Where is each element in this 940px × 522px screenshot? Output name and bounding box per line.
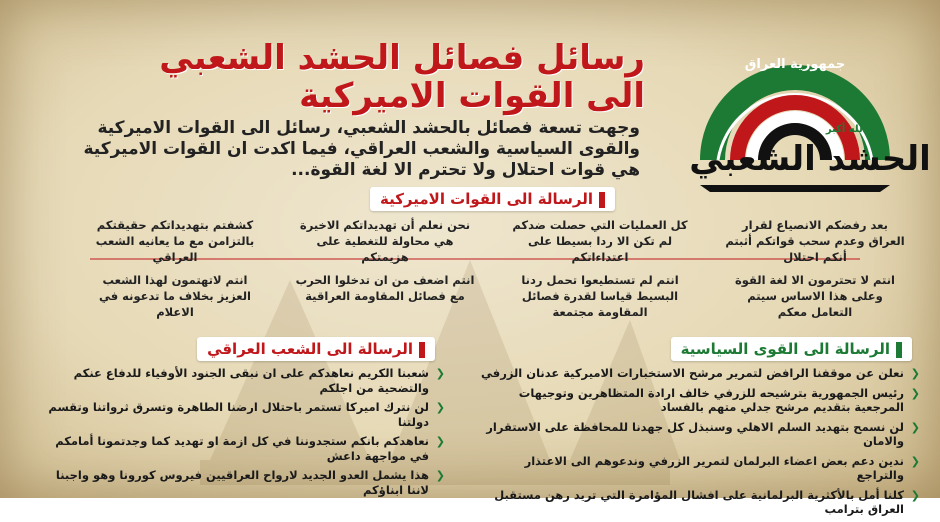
us-col-4-bottom: انتم لاتهتمون لهذا الشعب العزيز بخلاف ما تدعونه في الاعلام [98, 273, 251, 319]
chevron-left-icon: ❮ [435, 435, 445, 448]
intro-text: وجهت تسعة فصائل بالحشد الشعبي، رسائل الى القوات الاميركية والقوى السياسية والشعب العراقي، فيما اكدت ان القوات الاميركية هي قوات احتلال ولا تحترم الا لغة القوة... [83, 118, 640, 180]
list-item [45, 434, 445, 463]
list-item-text: هذا يشمل العدو الجديد لارواح العراقيين فيروس كورونا وهو واجبنا لاننا ابناؤكم [55, 468, 429, 497]
logo-top-text: جمهورية العراق [744, 57, 846, 72]
chevron-left-icon: ❮ [910, 420, 920, 434]
chevron-left-icon: ❮ [435, 469, 445, 482]
list-item-text: نعلن عن موقفنا الرافض لتمرير مرشح الاستخبارات الاميركية عدنان الزرفي [481, 366, 904, 380]
heading-marker [599, 192, 605, 208]
politics-list [480, 366, 920, 522]
us-heading-label: الرسالة الى القوات الاميركية [379, 190, 593, 208]
us-col-1-bottom: انتم لا تحترمون الا لغة القوة وعلى هذا الاساس سيتم التعامل معكم [735, 273, 895, 319]
logo-side-text: الله أكبر [825, 124, 867, 135]
people-section-heading [197, 337, 435, 361]
politics-section-heading [671, 337, 912, 361]
list-item [45, 366, 445, 395]
politics-heading-label: الرسالة الى القوى السياسية [680, 340, 890, 358]
us-col-1-top: بعد رفضكم الانصياع لقرار العراق وعدم سحب قواتكم أثبتم أنكم احتلال [725, 218, 905, 264]
chevron-left-icon: ❮ [910, 488, 920, 502]
us-col-3-top: نحن نعلم أن تهديداتكم الاخيرة هي محاولة للتغطية على هزيمتكم [299, 218, 471, 264]
list-item-text: ندين دعم بعض اعضاء البرلمان لتمرير الزرفي وندعوهم الى الاعتذار والتراجع [524, 453, 904, 482]
us-col-2-bottom: انتم لم تستطيعوا تحمل ردنا البسيط قياسا لقدرة فصائل المقاومة مجتمعة [521, 273, 679, 319]
chevron-left-icon: ❮ [435, 367, 445, 380]
list-item [480, 366, 920, 381]
list-item [480, 420, 920, 449]
list-item-text: لن نسمح بتهديد السلم الاهلي وسنبذل كل جهدنا للمحافظة على الاستقرار والامان [486, 419, 904, 448]
us-col-2-top: كل العمليات التي حصلت ضدكم لم تكن الا ردا بسيطا على اعتداءاتكم [512, 218, 688, 264]
title-line-2: الى القوات الاميركية [299, 76, 645, 116]
title-line-1: رسائل فصائل الحشد الشعبي [159, 38, 645, 78]
us-section-heading [370, 187, 615, 211]
list-item-text: كلنا أمل بالأكثرية البرلمانية على افشال المؤامرة التي تريد رهن مستقبل العراق بترامب [494, 487, 904, 516]
hashd-logo [660, 20, 931, 195]
list-item-text: شعبنا الكريم نعاهدكم على ان نبقى الجنود الأوفياء للدفاع عنكم والتضحية من اجلكم [73, 366, 429, 395]
list-item-text: لن نترك اميركا تستمر باحتلال ارضنا الطاهرة وتسرق ثرواتنا وتقسم دولتنا [48, 400, 429, 429]
list-item-text: نعاهدكم بانكم ستجدوننا في كل ازمة او تهديد كما وجدتمونا أمامكم في مواجهة داعش [55, 434, 429, 463]
people-heading-label: الرسالة الى الشعب العراقي [207, 340, 413, 358]
list-item [45, 400, 445, 429]
chevron-left-icon: ❮ [910, 386, 920, 400]
list-item-text: رئيس الجمهورية بترشيحه للزرفي خالف ارادة المتظاهرين وتوجيهات المرجعية بتقديم مرشح جدلي متهم بالفساد [518, 385, 904, 414]
heading-marker [419, 342, 425, 358]
chevron-left-icon: ❮ [435, 401, 445, 414]
logo-main-text: الحشد الشعبي [689, 139, 931, 179]
us-col-4-top: كشفتم بتهديداتكم حقيقتكم بالتزامن مع ما يعانيه الشعب العراقي [95, 218, 255, 264]
chevron-left-icon: ❮ [910, 454, 920, 468]
list-item [480, 386, 920, 415]
chevron-left-icon: ❮ [910, 367, 920, 380]
heading-marker [896, 342, 902, 358]
list-item [480, 488, 920, 517]
list-item [45, 468, 445, 497]
us-col-3-bottom: انتم اضعف من ان تدخلوا الحرب مع فصائل المقاومة العراقية [295, 273, 475, 303]
list-item [480, 454, 920, 483]
people-list [45, 366, 445, 502]
